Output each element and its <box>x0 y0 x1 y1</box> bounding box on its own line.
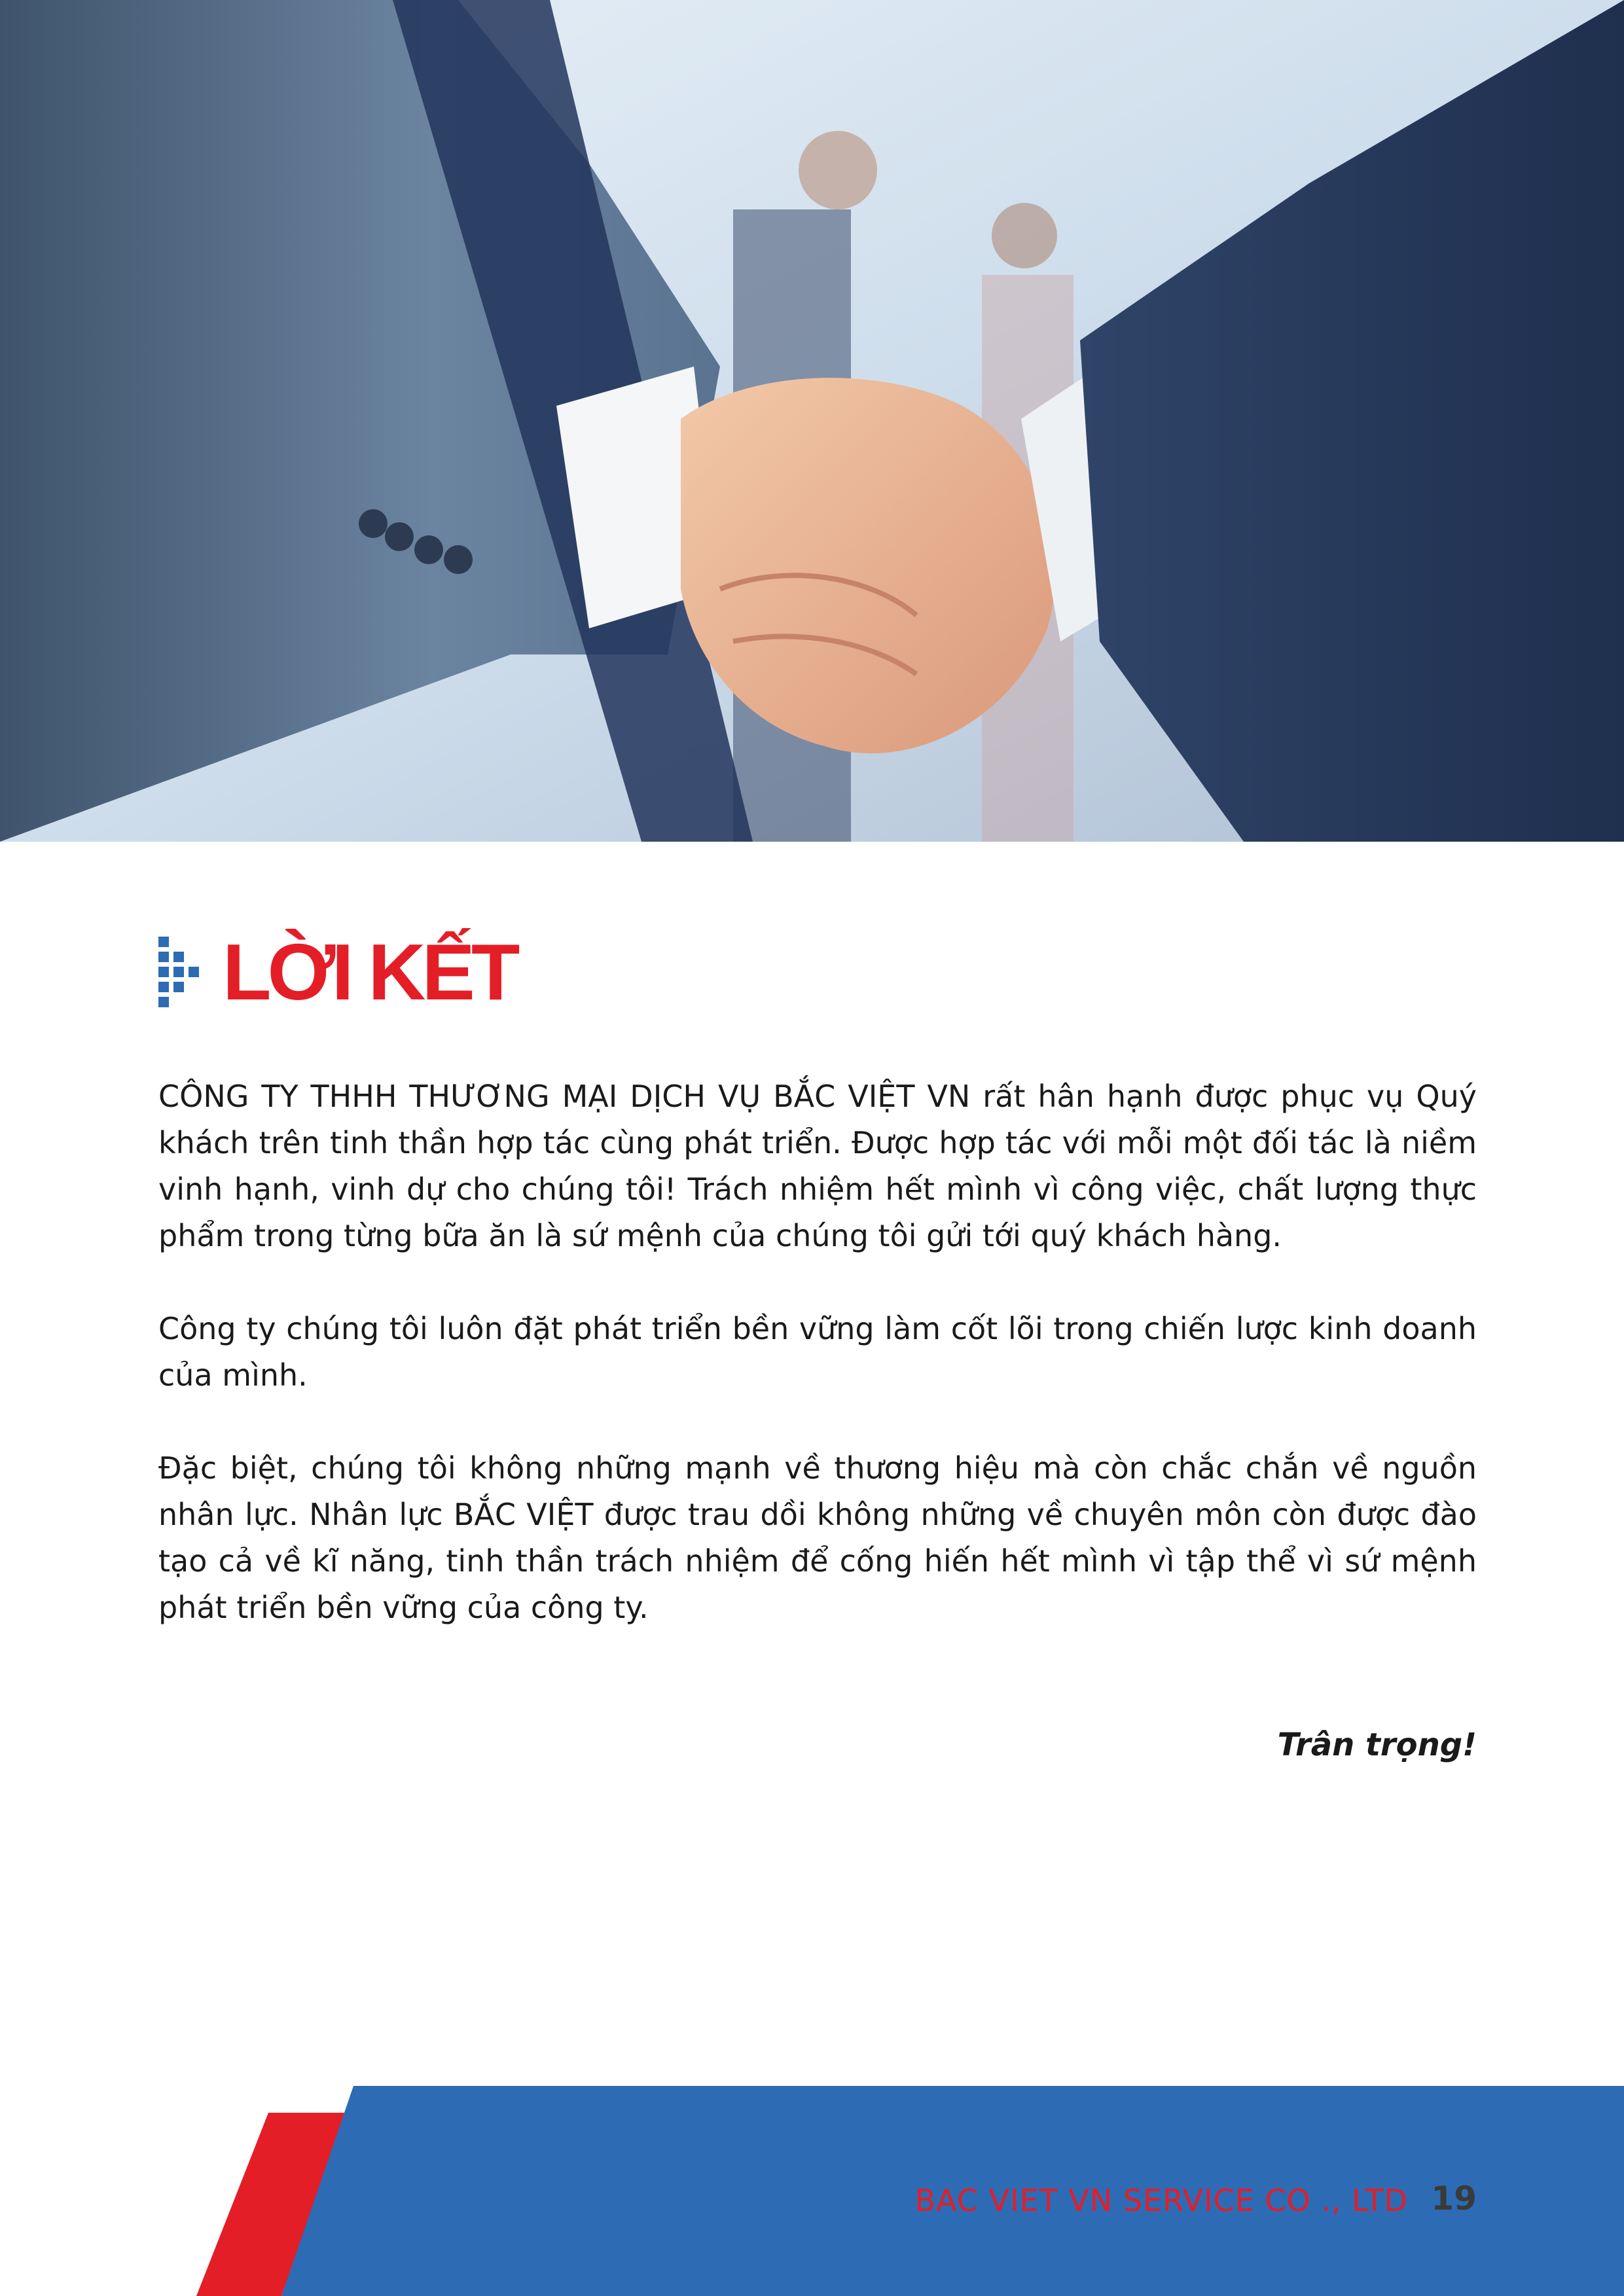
paragraph: CÔNG TY THHH THƯƠNG MẠI DỊCH VỤ BẮC VIỆT VN rất hân hạnh được phục vụ Quý khách trên tinh thần hợp tác cùng phát triển. Được hợp tác với mỗi một đối tác là niềm vinh hạnh, vinh dự cho chúng tôi! Trách nhiệm hết mình vì công việc, chất lượng thực phẩm trong từng bữa ăn là sứ mệnh của chúng tôi gửi tới quý khách hàng. <box>158 1079 1477 1253</box>
page-title: LỜI KẾT <box>223 927 516 1016</box>
paragraph: Công ty chúng tôi luôn đặt phát triển bền vững làm cốt lõi trong chiến lược kinh doanh của mình. <box>158 1311 1477 1393</box>
arrow-pixel-icon <box>158 937 200 1007</box>
hero-image <box>0 0 1624 842</box>
handshake-photo <box>0 0 1624 842</box>
signoff: Trân trọng! <box>1277 1727 1477 1763</box>
page-number: 19 <box>1431 2179 1477 2217</box>
section-heading <box>158 929 516 1014</box>
footer-company-name: BAC VIET VN SERVICE CO ., LTD <box>914 2183 1408 2218</box>
body-text <box>158 1073 1477 1677</box>
paragraph: Đặc biệt, chúng tôi không những mạnh về thương hiệu mà còn chắc chắn về nguồn nhân lực. Nhân lực BẮC VIỆT được trau dồi không những về chuyên môn còn được đào tạo cả về kĩ năng, tinh thần trách nhiệm để cống hiến hết mình vì tập thể vì sứ mệnh phát triển bền vững của công ty. <box>158 1450 1477 1625</box>
